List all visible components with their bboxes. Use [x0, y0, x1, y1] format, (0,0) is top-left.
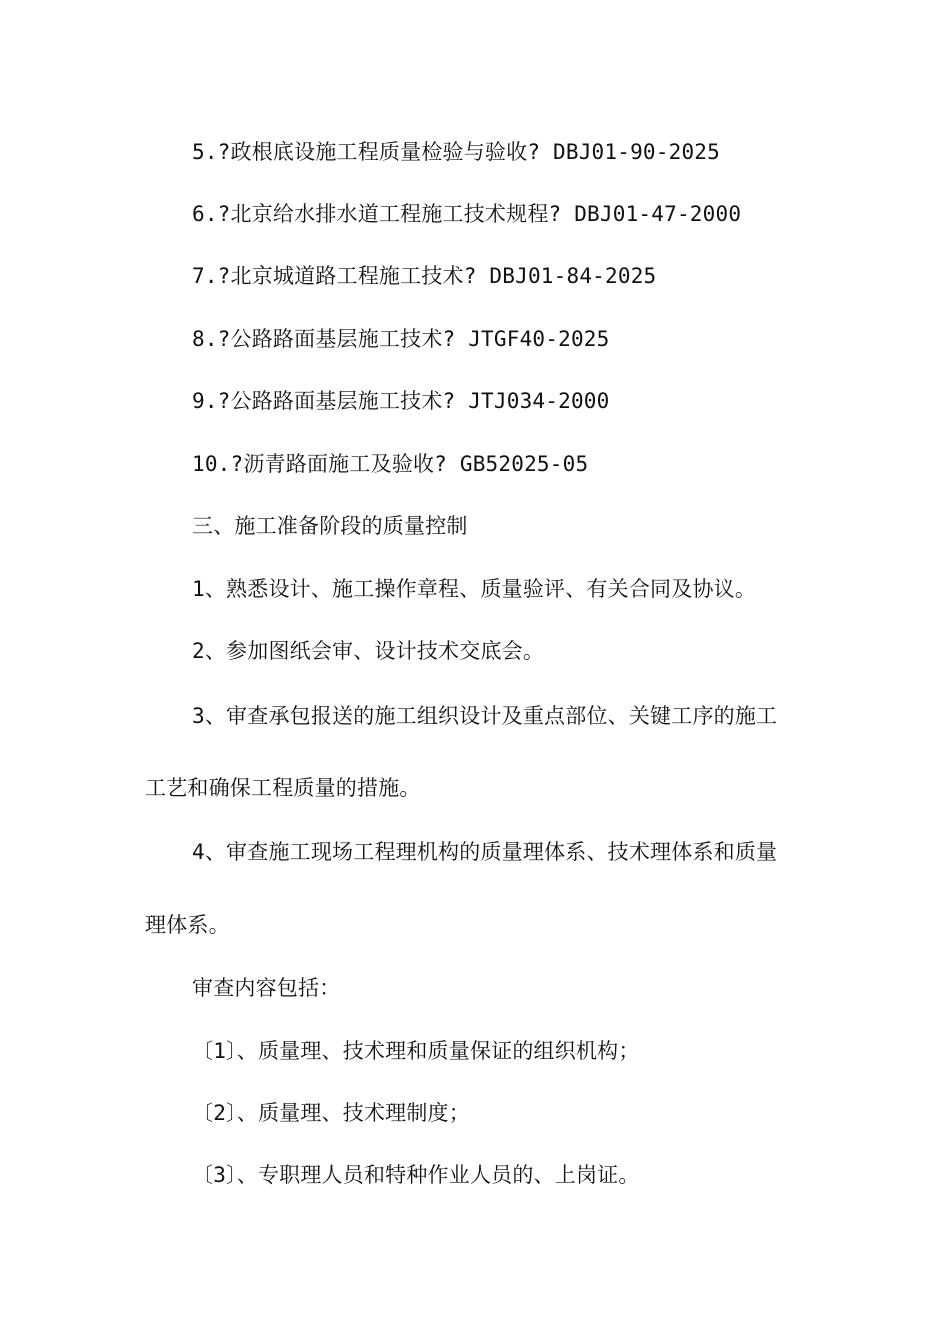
paragraph-4-continued: 理体系。 — [145, 913, 230, 937]
paragraph-2: 2、参加图纸会审、设计技术交底会。 — [192, 639, 545, 663]
standard-item-10: 10.?沥青路面施工及验收? GB52025-05 — [192, 452, 589, 476]
paragraph-4: 4、审查施工现场工程理机构的质量理体系、技术理体系和质量 — [192, 840, 778, 864]
review-content-heading: 审查内容包括： — [192, 976, 341, 1000]
standard-item-9: 9.?公路路面基层施工技术? JTJ034-2000 — [192, 389, 610, 413]
standard-item-5: 5.?政根底设施工程质量检验与验收? DBJ01-90-2025 — [192, 140, 720, 164]
section-heading: 三、施工准备阶段的质量控制 — [192, 514, 468, 538]
paragraph-3-continued: 工艺和确保工程质量的措施。 — [145, 776, 421, 800]
review-item-1: 〔1〕、质量理、技术理和质量保证的组织机构； — [192, 1039, 640, 1063]
review-item-3: 〔3〕、专职理人员和特种作业人员的、上岗证。 — [192, 1163, 640, 1187]
standard-item-7: 7.?北京城道路工程施工技术? DBJ01-84-2025 — [192, 264, 657, 288]
review-item-2: 〔2〕、质量理、技术理制度； — [192, 1101, 470, 1125]
standard-item-8: 8.?公路路面基层施工技术? JTGF40-2025 — [192, 327, 610, 351]
standard-item-6: 6.?北京给水排水道工程施工技术规程? DBJ01-47-2000 — [192, 202, 742, 226]
paragraph-3: 3、审查承包报送的施工组织设计及重点部位、关键工序的施工 — [192, 704, 778, 728]
paragraph-1: 1、熟悉设计、施工操作章程、质量验评、有关合同及协议。 — [192, 577, 757, 601]
